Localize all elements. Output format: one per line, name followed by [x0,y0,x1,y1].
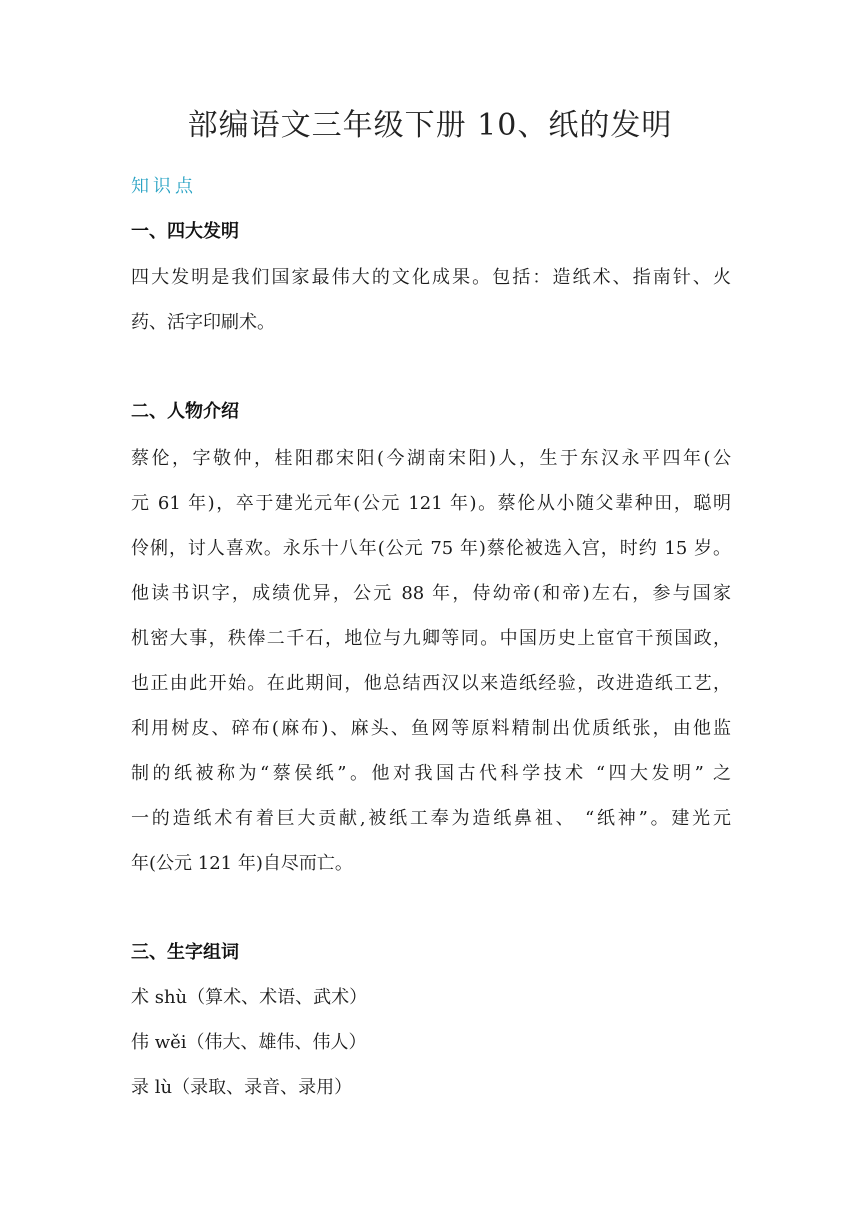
vocab-item: 录 lù（录取、录音、录用） [131,1077,353,1098]
paragraph-line: 年(公元 121 年)自尽而亡。 [131,853,353,874]
paragraph-line: 也正由此开始。在此期间，他总结西汉以来造纸经验，改进造纸工艺， [131,673,731,694]
paragraph-line: 一的造纸术有着巨大贡献,被纸工奉为造纸鼻祖、 “纸神”。建光元 [131,808,731,829]
paragraph-line: 药、活字印刷术。 [131,312,275,333]
knowledge-points-label: 知识点 [131,176,197,197]
vocab-item: 伟 wěi（伟大、雄伟、伟人） [131,1032,367,1053]
section-heading-person: 二、人物介绍 [131,401,239,422]
section-heading-vocab: 三、生字组词 [131,942,239,963]
paragraph-line: 元 61 年)，卒于建光元年(公元 121 年)。蔡伦从小随父辈种田，聪明 [131,493,731,514]
inventions-paragraph [131,255,731,345]
paragraph-line: 利用树皮、碎布(麻布)、麻头、鱼网等原料精制出优质纸张，由他监 [131,718,731,739]
section-heading-inventions: 一、四大发明 [131,221,239,242]
vocab-item: 术 shù（算术、术语、武术） [131,987,368,1008]
paragraph-line: 机密大事，秩俸二千石，地位与九卿等同。中国历史上宦官干预国政， [131,628,731,649]
paragraph-line: 制的纸被称为“蔡侯纸”。他对我国古代科学技术 “四大发明” 之 [131,763,731,784]
paragraph-line: 他读书识字，成绩优异，公元 88 年，侍幼帝(和帝)左右，参与国家 [131,583,731,604]
paragraph-line: 伶俐，讨人喜欢。永乐十八年(公元 75 年)蔡伦被选入宫，时约 15 岁。 [131,538,731,559]
page-title: 部编语文三年级下册 10、纸的发明 [187,108,673,143]
paragraph-line: 四大发明是我们国家最伟大的文化成果。包括：造纸术、指南针、火 [131,267,731,288]
paragraph-line: 蔡伦，字敬仲，桂阳郡宋阳(今湖南宋阳)人，生于东汉永平四年(公 [131,448,731,469]
person-paragraph [131,436,731,886]
